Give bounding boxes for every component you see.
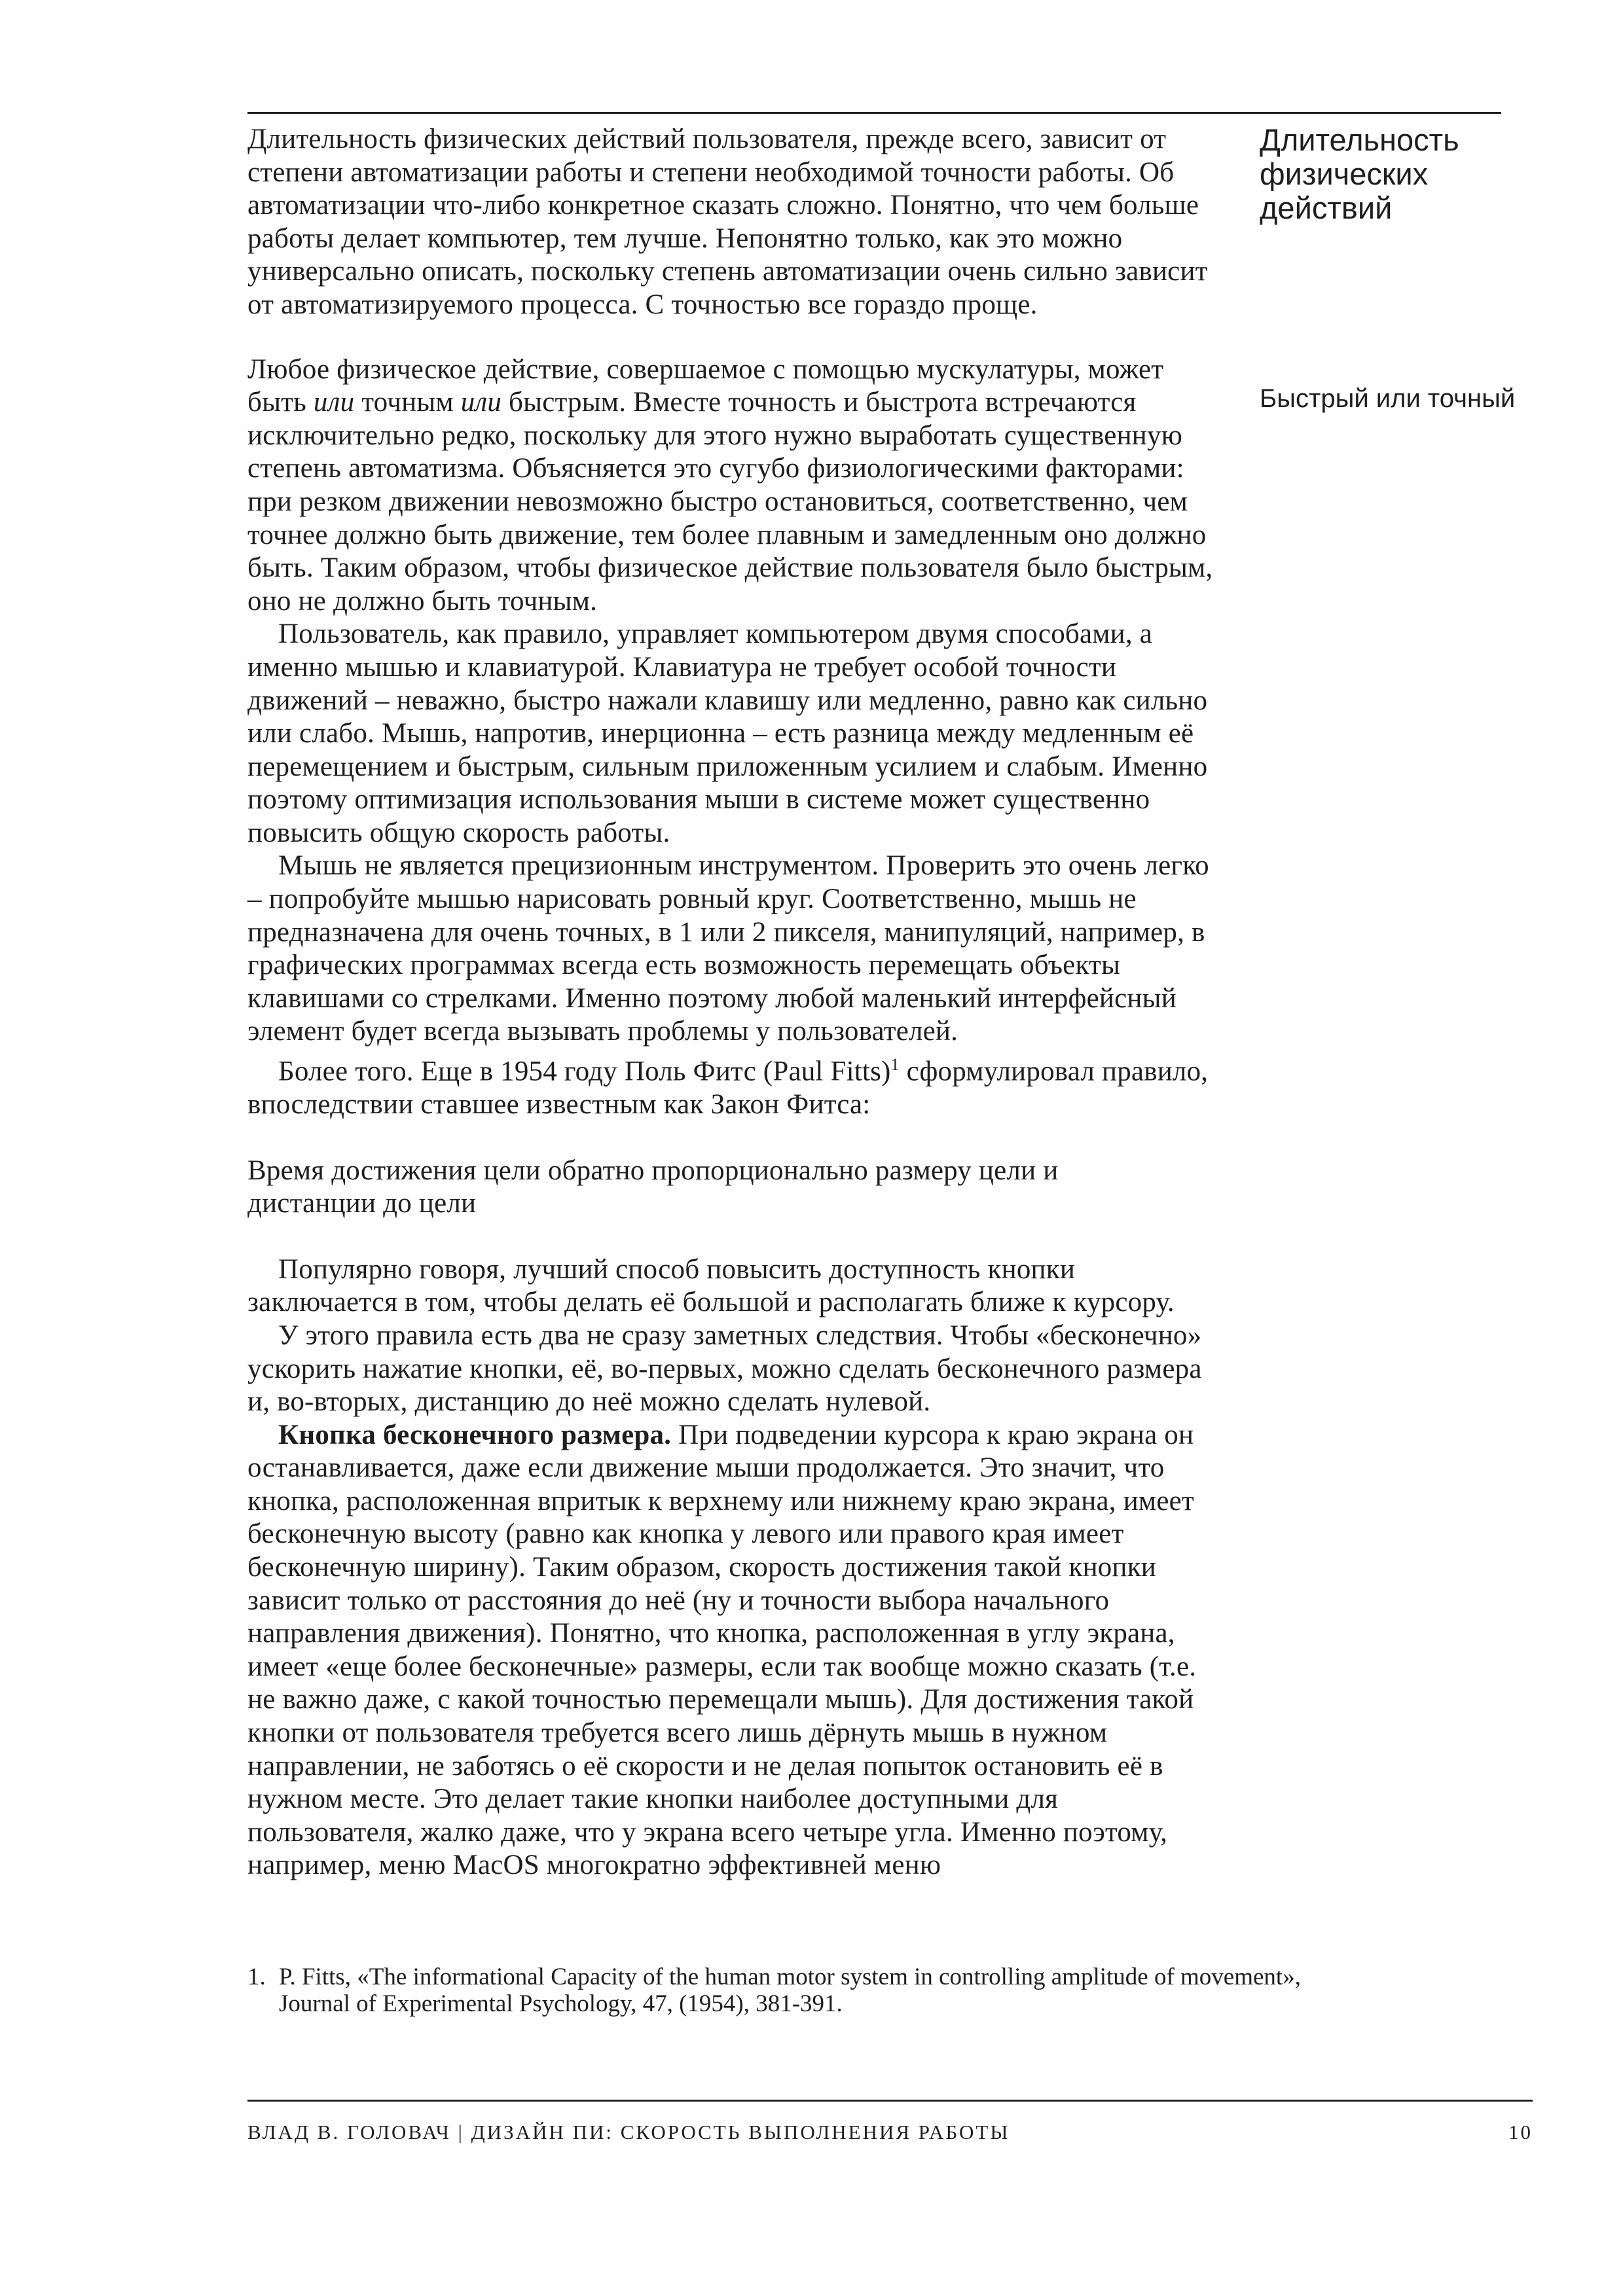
emphasis-or-1: или [313, 387, 355, 418]
bottom-rule [247, 2100, 1533, 2102]
paragraph-mouse-precision: Мышь не является прецизионным инструментом. Проверить это очень легко – попробуйте мышью нарисовать ровный круг. Соответственно, мышь не предназначена для очень точных, в 1 или 2 пикселя, манипуляций, например, в графических программах всегда есть возможность перемещать объекты клавишами со стрелками. Именно поэтому любой маленький интерфейсный элемент будет всегда вызывать проблемы у пользователей. [247, 850, 1209, 1047]
page-number: 10 [1508, 2121, 1533, 2144]
footnote-text: P. Fitts, «The informational Capacity of the human motor system in controlling amplitude of movement», Journal of Experimental Psychology, 47, (1954), 381-391. [279, 1964, 1301, 2017]
text-run: точным [354, 387, 461, 418]
paragraph-consequences: У этого правила есть два не сразу заметных следствия. Чтобы «бесконечно» ускорить нажатие кнопки, её, во-первых, можно сделать бесконечного размера и, во-вторых, дистанцию до неё можно сделать нулевой. [247, 1319, 1202, 1418]
page-footer [247, 2121, 1533, 2144]
main-text-column [247, 123, 1216, 1882]
fitts-law-quote: Время достижения цели обратно пропорционально размеру цели и дистанции до цели [247, 1155, 1059, 1219]
paragraph-intro: Длительность физических действий пользователя, прежде всего, зависит от степени автоматизации работы и степени необходимой точности работы. Об автоматизации что-либо конкретное сказать сложно. Понятно, что чем больше работы делает компьютер, тем лучше. Непонятно только, как это можно универсально описать, поскольку степень автоматизации очень сильно зависит от автоматизируемого процесса. С точностью все гораздо проще. [247, 124, 1208, 320]
footnote-number: 1. [247, 1964, 266, 1990]
bold-lead: Кнопка бесконечного размера. [278, 1419, 672, 1450]
text-run: При подведении курсора к краю экрана он останавливается, даже если движение мыши продолжается. Это значит, что кнопка, расположенная впритык к верхнему или нижнему краю экрана, имеет бесконечную высоту (равно как кнопка у левого или правого края имеет бесконечную ширину). Таким образом, скорость достижения такой кнопки зависит только от расстояния до неё (ну и точности выбора начального направления движения). Понятно, что кнопка, расположенная в углу экрана, имеет «еще более бесконечные» размеры, если так вообще можно сказать (т.е. не важно даже, с какой точностью перемещали мышь). Для достижения такой кнопки от пользователя требуется всего лишь дёрнуть мышь в нужном направлении, не заботясь о её скорости и не делая попыток остановить её в нужном месте. Это делает такие кнопки наиболее доступными для пользователя, жалко даже, что у экрана всего четыре угла. Именно поэтому, например, меню MacOS многократно эффективней меню [247, 1419, 1197, 1881]
paragraph-popular: Популярно говоря, лучший способ повысить доступность кнопки заключается в том, чтобы делать её большой и располагать ближе к курсору. [247, 1253, 1175, 1318]
text-run: Более того. Еще в 1954 году Поль Фитс (Paul Fitts) [278, 1056, 891, 1087]
paragraph-fitts-intro [247, 1049, 1216, 1122]
top-rule [247, 112, 1501, 114]
running-title: ВЛАД В. ГОЛОВАЧ | ДИЗАЙН ПИ: СКОРОСТЬ ВЫПОЛНЕНИЯ РАБОТЫ [247, 2121, 1010, 2144]
emphasis-or-2: или [460, 387, 502, 418]
paragraph-input-methods: Пользователь, как правило, управляет компьютером двумя способами, а именно мышью и клавиатурой. Клавиатура не требует особой точности движений – неважно, быстро нажали клавишу или медленно, равно как сильно или слабо. Мышь, напротив, инерционна – есть разница между медленным её перемещением и быстрым, сильным приложенным усилием и слабым. Именно поэтому оптимизация использования мыши в системе может существенно повысить общую скорость работы. [247, 619, 1208, 848]
text-run: быстрым. Вместе точность и быстрота встречаются исключительно редко, поскольку для этого нужно выработать существенную степень автоматизма. Объясняется это сугубо физиологическими факторами: при резком движении невозможно быстро остановиться, соответственно, чем точнее должно быть движение, тем более плавным и замедленным оно должно быть. Таким образом, чтобы физическое действие пользователя было быстрым, оно не должно быть точным. [247, 387, 1213, 617]
footnote-ref[interactable]: 1 [890, 1055, 900, 1075]
text-run: Любое физическое действие, совершаемое с помощью мускулатуры, может быть [247, 353, 1164, 418]
subsection-title: Быстрый или точный [1260, 384, 1516, 413]
paragraph-infinite-button [247, 1419, 1216, 1882]
text-run: сформулировал правило, впоследствии ставшее известным как Закон Фитса: [247, 1056, 1209, 1120]
section-title: Длительность физических действий [1260, 122, 1459, 225]
paragraph-fast-or-precise [247, 353, 1216, 619]
footnote [247, 1964, 1321, 2017]
